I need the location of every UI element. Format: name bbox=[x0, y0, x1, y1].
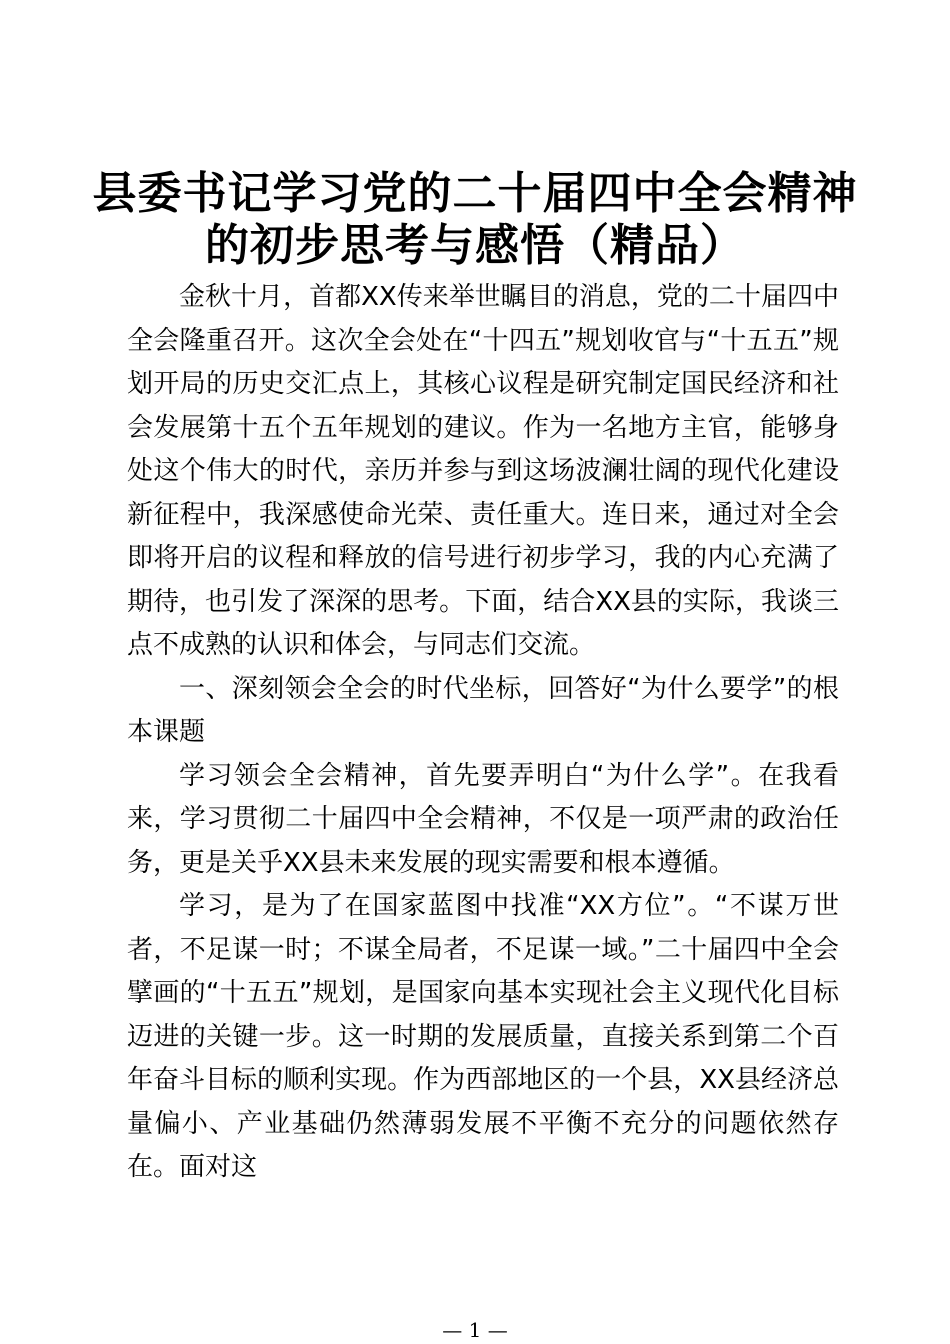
paragraph-intro: 金秋十月，首都XX传来举世瞩目的消息，党的二十届四中全会隆重召开。这次全会处在“十四五”规划收官与“十五五”规划开局的历史交汇点上，其核心议程是研究制定国民经济和社会发展第十五个五年规划的建议。作为一名地方主官，能够身处这个伟大的时代，亲历并参与到这场波澜壮阔的现代化建设新征程中，我深感使命光荣、责任重大。连日来，通过对全会即将开启的议程和释放的信号进行初步学习，我的内心充满了期待，也引发了深深的思考。下面，结合XX县的实际，我谈三点不成熟的认识和体会，与同志们交流。 bbox=[127, 282, 839, 660]
title-line-1: 县委书记学习党的二十届四中全会精神 bbox=[92, 168, 858, 219]
document-title bbox=[60, 168, 890, 272]
section-heading-1: 一、深刻领会全会的时代坐标，回答好“为什么要学”的根本课题 bbox=[127, 673, 839, 747]
title-line-2: 的初步思考与感悟（精品） bbox=[205, 220, 745, 271]
page-number: — 1 — bbox=[442, 1318, 508, 1342]
paragraph-national-blueprint: 学习，是为了在国家蓝图中找准“XX方位”。“不谋万世者，不足谋一时；不谋全局者，不足谋一域。”二十届四中全会擘画的“十五五”规划，是国家向基本实现社会主义现代化目标迈进的关键一步。这一时期的发展质量，直接关系到第二个百年奋斗目标的顺利实现。作为西部地区的一个县，XX县经济总量偏小、产业基础仍然薄弱发展不平衡不充分的问题依然存在。面对这 bbox=[127, 891, 839, 1182]
document-body bbox=[127, 276, 839, 1190]
paragraph-why-study: 学习领会全会精神，首先要弄明白“为什么学”。在我看来，学习贯彻二十届四中全会精神，不仅是一项严肃的政治任务，更是关乎XX县未来发展的现实需要和根本遵循。 bbox=[127, 760, 839, 878]
